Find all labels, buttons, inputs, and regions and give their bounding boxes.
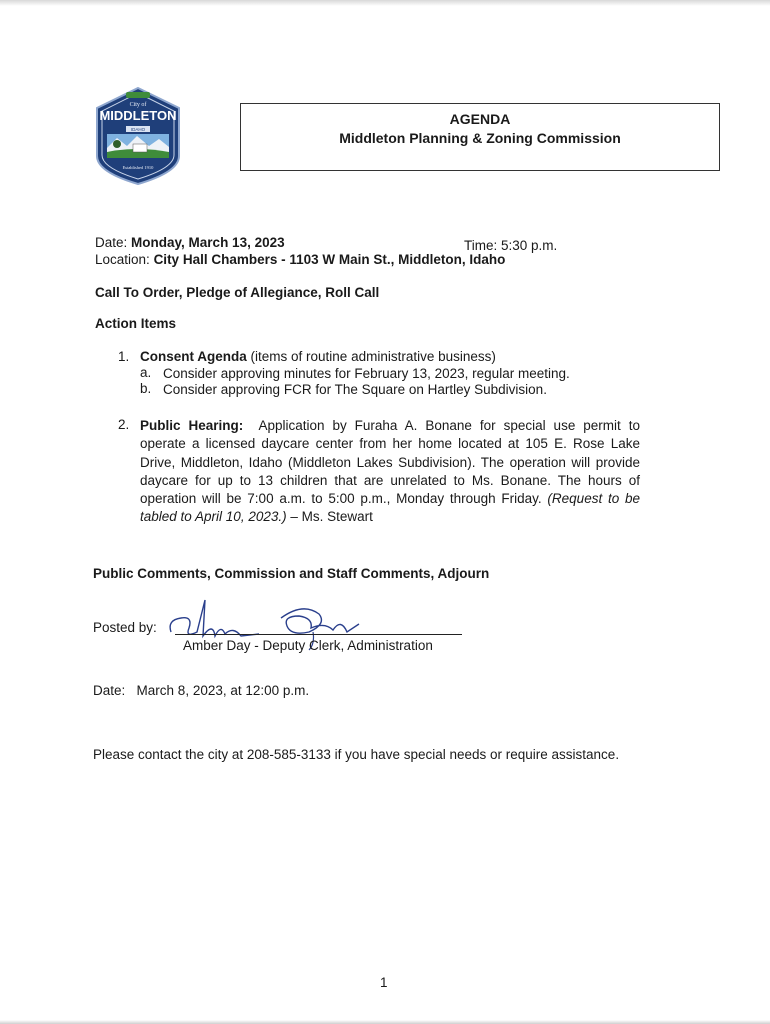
meeting-time: 5:30 p.m. — [501, 238, 558, 253]
closing-heading: Public Comments, Commission and Staff Comments, Adjourn — [93, 566, 490, 581]
posting-date-label: Date: — [93, 683, 126, 698]
meeting-time-line — [464, 238, 557, 253]
item-1b-letter: b. — [140, 381, 152, 396]
date-label: Date: — [95, 235, 128, 250]
posting-date-line — [93, 683, 309, 698]
item-1a-letter: a. — [140, 365, 152, 380]
call-to-order-heading: Call To Order, Pledge of Allegiance, Roll Call — [95, 285, 380, 300]
item-1-description: (items of routine administrative business) — [250, 349, 496, 364]
logo-city-name: MIDDLETON — [99, 108, 177, 123]
time-label: Time: — [464, 238, 498, 253]
city-seal-logo — [93, 86, 183, 186]
item-1a-text: Consider approving minutes for February 13, 2023, regular meeting. — [163, 366, 570, 381]
action-items-heading: Action Items — [95, 316, 177, 331]
item-2-note: (Request to be tabled to April 10, 2023.) — [140, 491, 640, 525]
item-2-paragraph — [140, 417, 640, 527]
item-2-number: 2. — [118, 417, 130, 432]
item-2-presenter: – Ms. Stewart — [290, 509, 373, 525]
logo-established: Established 1910 — [122, 165, 154, 170]
meeting-date-line — [95, 235, 285, 250]
posting-date: March 8, 2023, at 12:00 p.m. — [136, 683, 310, 698]
posted-by-label: Posted by: — [93, 620, 157, 635]
item-1b-text: Consider approving FCR for The Square on Hartley Subdivision. — [163, 382, 547, 397]
meeting-date: Monday, March 13, 2023 — [131, 235, 285, 250]
meeting-location: City Hall Chambers - 1103 W Main St., Middleton, Idaho — [153, 252, 506, 267]
meeting-location-line — [95, 252, 505, 267]
location-label: Location: — [95, 252, 150, 267]
contact-notice: Please contact the city at 208-585-3133 if you have special needs or require assistance. — [93, 747, 620, 762]
scan-edge-bottom — [0, 1020, 770, 1024]
item-1-title: Consent Agenda — [140, 349, 247, 364]
agenda-title-box — [240, 103, 720, 171]
scan-edge-top — [0, 0, 770, 6]
item-2-title: Public Hearing: — [140, 418, 244, 433]
logo-banner: IDAHO — [130, 127, 146, 132]
signer-name: Amber Day - Deputy Clerk, Administration — [183, 638, 433, 653]
item-1-line — [140, 349, 496, 364]
item-1-number: 1. — [118, 349, 130, 364]
agenda-title: AGENDA — [449, 111, 511, 127]
commission-name: Middleton Planning & Zoning Commission — [339, 130, 621, 146]
page-number: 1 — [380, 975, 388, 990]
logo-city-of: City of — [129, 102, 147, 108]
item-2-body: Application by Furaha A. Bonane for special use permit to operate a licensed daycare center from her home located at 105 E. Rose Lake Drive, Middleton, Idaho (Middleton Lakes Subdivision). The operation will provide daycare for up to 13 children that are unrelated to Ms. Bonane. The hours of operation will be 7:00 a.m. to 5:00 p.m., Monday through Friday. — [140, 418, 641, 507]
signature-line — [175, 634, 462, 635]
